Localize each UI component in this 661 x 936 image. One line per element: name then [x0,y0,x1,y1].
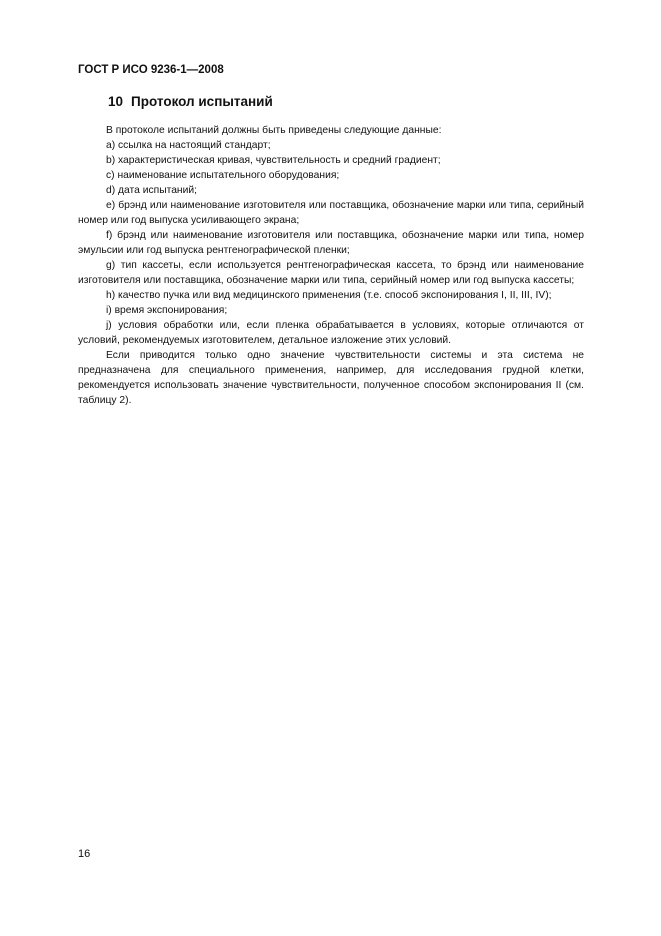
list-item-i: i) время экспонирования; [106,305,228,316]
closing-paragraph: Если приводится только одно значение чувствительности системы и эта система не предназначена для специального применения, например, для исследования грудной клетки, рекомендуется использовать значение чувствительности, полученное способом экспонирования II (см. таблицу 2). [78,350,584,406]
list-item-a: a) ссылка на настоящий стандарт; [106,140,271,151]
list-item-h: h) качество пучка или вид медицинского применения (т.е. способ экспонирования I, II, III, IV); [106,290,552,301]
list-item-d: d) дата испытаний; [106,185,197,196]
section-body [78,123,584,408]
page-number: 16 [78,848,91,860]
list-item-b: b) характеристическая кривая, чувствительность и средний градиент; [106,155,441,166]
document-standard-header: ГОСТ Р ИСО 9236-1—2008 [78,64,224,76]
list-item-e: e) брэнд или наименование изготовителя или поставщика, обозначение марки или типа, серийный номер или год выпуска усиливающего экрана; [78,200,584,226]
list-item-f: f) брэнд или наименование изготовителя или поставщика, обозначение марки или типа, номер эмульсии или год выпуска рентгенографической пленки; [78,230,584,256]
list-item-c: c) наименование испытательного оборудования; [106,170,340,181]
intro-paragraph: В протоколе испытаний должны быть приведены следующие данные: [106,125,442,136]
section-number: 10 [108,94,124,109]
list-item-g: g) тип кассеты, если используется рентгенографическая кассета, то брэнд или наименование изготовителя или поставщика, обозначение марки или типа, серийный номер или год выпуска кассеты; [78,260,584,286]
list-item-j: j) условия обработки или, если пленка обрабатывается в условиях, которые отличаются от условий, рекомендуемых изготовителем, детальное изложение этих условий. [78,320,584,346]
section-title: Протокол испытаний [131,94,273,109]
section-heading [108,94,273,109]
